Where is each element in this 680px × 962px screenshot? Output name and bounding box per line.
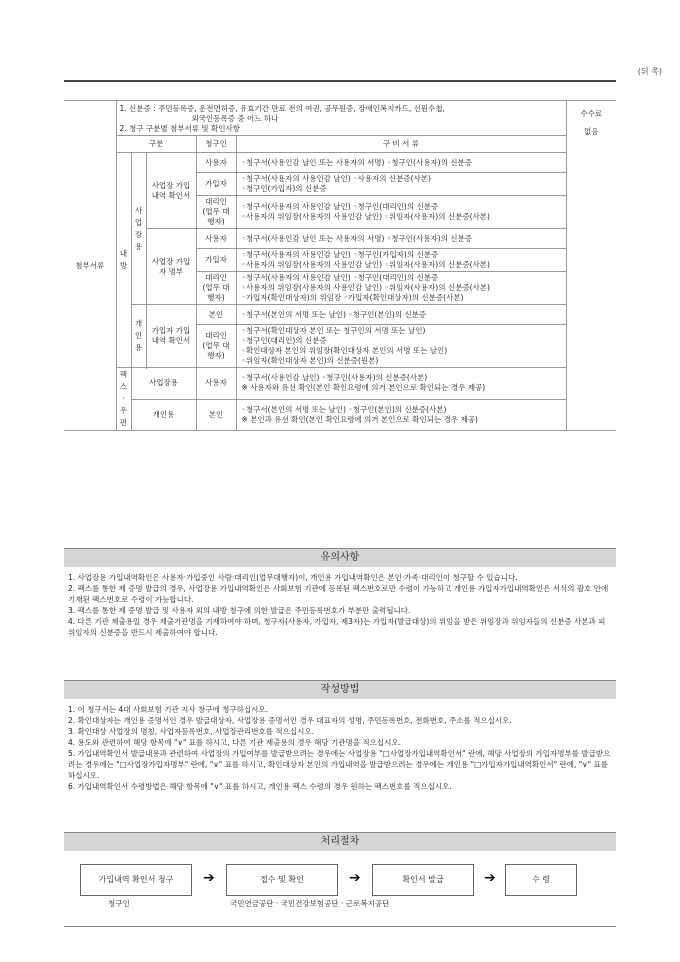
personal-label: 개 인 용 xyxy=(134,319,143,352)
method-item: 1. 이 청구서는 4대 사회보험 기관 지사 창구에 청구하십시오. xyxy=(68,705,269,714)
id-docs-line1b: 외국인등록증 중 어느 하나 xyxy=(191,114,279,123)
arrow-right-icon: ➔ xyxy=(484,870,496,886)
attachments-label: 첨부서류 xyxy=(64,101,116,431)
fee-cell xyxy=(566,101,616,431)
docs-row-3: ◦청구서(사용자의 사용인감 날인) ◦청구인(대리인)의 신분증 ◦사용자의 위임장(사용자의 사용인감 날인) ◦위임자(사용자)의 신분증(사본) xyxy=(236,196,566,229)
label-agencies: 국민연금공단 · 국민건강보험공단 · 근로복지공단 xyxy=(230,899,390,908)
label-requester: 청구인 xyxy=(108,899,130,908)
note-item: 2. 팩스를 통한 제 증명 발급의 경우, 사업장용 가입내역확인은 사회보험 기관에 등록된 팩스번호로만 수령이 가능하고 개인용 가입자가입내역확인은 서식의 괄호 안에 기재된 팩스번호로 수령이 가능합니다. xyxy=(68,584,609,604)
id-docs-line1: 1. 신분증 : 주민등록증, 운전면허증, 유효기간 만료 전의 여권, 공무원증, 장애인복지카드, 선원수첩, xyxy=(119,104,446,113)
docs-row-4: ◦청구서(사용인감 날인 또는 사용자의 서명) ◦청구인(사용자)의 신분증 xyxy=(236,229,566,249)
head-category: 구분 xyxy=(116,136,196,153)
req-subscriber-1: 가입자 xyxy=(196,173,236,196)
docs-row-1: ◦청구서(사용인감 날인 또는 사용자의 서명) ◦청구인(사용자)의 신분증 xyxy=(236,153,566,173)
req-agent-3: 대리인 (업무 대행자) xyxy=(196,325,236,368)
docs-row-8: ◦청구서(확인대상자 본인 또는 청구인의 서명 또는 날인) ◦청구인(대리인)의 신분증 ◦확인대상자 본인의 위임장(확인대상자 본인의 서명 또는 날인) ◦위임자(확인대상자 본인)의 신분증(원본) xyxy=(236,325,566,368)
docs-row-2: ◦청구서(사용자의 사용인감 날인) ◦사용자의 신분증(사본) ◦청구인(가입자)의 신분증 xyxy=(236,173,566,196)
req-agent-1: 대리인 (업무 대행자) xyxy=(196,196,236,229)
req-user-1: 사용자 xyxy=(196,153,236,173)
id-docs-text xyxy=(116,101,566,136)
visit-label: 내 방 xyxy=(119,249,128,270)
attachments-table xyxy=(64,100,616,431)
fee-value: 없음 xyxy=(584,127,599,136)
fax-personal-label: 개인용 xyxy=(131,399,196,431)
docs-row-7: ◦청구서(본인의 서명 또는 날인) ◦청구인(본인)의 신분증 xyxy=(236,305,566,325)
top-rule xyxy=(64,80,616,82)
page-side-label: (뒤 쪽) xyxy=(637,67,662,76)
note-item: 4. 다른 기관 제출용일 경우 제출기관명을 기재하여야 하며, 청구자(사용자, 가입자, 제3자)는 가입자(발급대상)의 위임을 받은 위임장과 위임자들의 신분증 사본과 피위임자의 신분증을 반드시 제출하여야 합니다. xyxy=(68,617,606,637)
head-requester: 청구인 xyxy=(196,136,236,153)
step-receive: 접수 및 확인 xyxy=(226,864,338,896)
step-issue: 확인서 발급 xyxy=(372,864,474,896)
docs-row-5: ◦청구서(사용자의 사용인감 날인) ◦청구인(가입자)의 신분증 ◦사용자의 위임장(사용자의 사용인감 날인) ◦위임자(사용자)의 신분증(사본) xyxy=(236,249,566,272)
fax-post-label: 팩 스 · 우 편 xyxy=(119,370,128,427)
method-item: 3. 확인대상 사업장의 명칭, 사업자등록번호, 사업장관리번호를 적으십시오. xyxy=(68,727,314,736)
process-title: 처리절차 xyxy=(64,832,616,851)
id-docs-line2: 2. 청구 구분별 첨부서류 및 확인사항 xyxy=(119,124,241,133)
method-item: 5. 가입내역확인서 발급내용과 관련하여 사업장의 가입여부를 발급받으려는 경우에는 사업장용 "□사업장가입내역확인서" 란에, 해당 사업장의 가입자명부를 발급받으려는 경우에는 "□사업장가입자명부" 란에, "∨" 표를 하시고, 확인대상자 본인의 가입내역을 발급받으려는 경우에는 개인용 "□가입자가입내역확인서" 란에, "∨" 표를 하십시오. xyxy=(68,749,611,780)
notes-title: 유의사항 xyxy=(64,548,616,567)
req-user-2: 사용자 xyxy=(196,229,236,249)
notes-list xyxy=(68,572,612,638)
method-item: 6. 가입내역확인서 수령방법은 해당 항목에 "∨" 표를 하시고, 개인용 팩스 수령의 경우 원하는 팩스번호를 적으십시오. xyxy=(68,782,452,791)
req-user-3: 사용자 xyxy=(196,368,236,400)
arrow-right-icon: ➔ xyxy=(203,870,215,886)
req-self-1: 본인 xyxy=(196,305,236,325)
method-item: 4. 용도와 관련하여 해당 항목에 "∨" 표를 하시고, 다른 기관 제출용의 경우 해당 기관명을 적으십시오. xyxy=(68,738,401,747)
business-label: 사 업 장 용 xyxy=(134,205,143,251)
note-item: 3. 팩스를 통한 제 증명 발급 및 사용자 외의 내방 청구에 의한 발급은 주민등록번호가 부분만 출력됩니다. xyxy=(68,606,411,615)
method-title: 작성방법 xyxy=(64,680,616,699)
req-subscriber-2: 가입자 xyxy=(196,249,236,272)
biz-detail-label: 사업장 가입내역 확인서 xyxy=(146,153,196,229)
fax-biz-label: 사업장용 xyxy=(131,368,196,400)
step-receipt: 수 령 xyxy=(505,864,577,896)
step-request: 가입내역 확인서 청구 xyxy=(80,864,192,896)
head-docs: 구 비 서 류 xyxy=(236,136,566,153)
docs-row-10: ◦청구서(본인의 서명 또는 날인) ◦청구인(본인)의 신분증(사본) ※ 본인과 유선 확인(본인 확인요령에 의거 본인으로 확인되는 경우 제공) xyxy=(236,399,566,431)
arrow-right-icon: ➔ xyxy=(349,870,361,886)
note-item: 1. 사업장용 가입내역확인은 사용자·가입중인 사람·대리인(업무대행자)이, 개인용 가입내역확인은 본인·가족·대리인이 청구할 수 있습니다. xyxy=(68,573,518,582)
subscriber-detail-label: 가입자 가입내역 확인서 xyxy=(146,305,196,368)
method-item: 2. 확인대상자는 개인용 증명서인 경우 발급대상자, 사업장용 증명서인 경우 대표자의 성명, 주민등록번호, 전화번호, 주소를 적으십시오. xyxy=(68,716,512,725)
req-self-2: 본인 xyxy=(196,399,236,431)
method-list xyxy=(68,704,612,792)
bottom-rule xyxy=(64,926,616,927)
docs-row-6: ◦청구서(사용자의 사용인감 날인) ◦청구인(대리인)의 신분증 ◦사용자의 위임장(사용자의 사용인감 날인) ◦위임자(사용자)의 신분증(사본) ◦가입자(확인대상자)의 위임장 ◦가입자(확인대상자)의 신분증(사본) xyxy=(236,272,566,305)
biz-list-label: 사업장 가입자 명부 xyxy=(146,229,196,305)
fee-label: 수수료 xyxy=(580,109,603,118)
req-agent-2: 대리인 (업무 대행자) xyxy=(196,272,236,305)
docs-row-9: ◦청구서(사용인감 날인) ◦청구인(사용자)의 신분증(사본) ※ 사용자와 유선 확인(본인 확인요령에 의거 본인으로 확인되는 경우 제공) xyxy=(236,368,566,400)
